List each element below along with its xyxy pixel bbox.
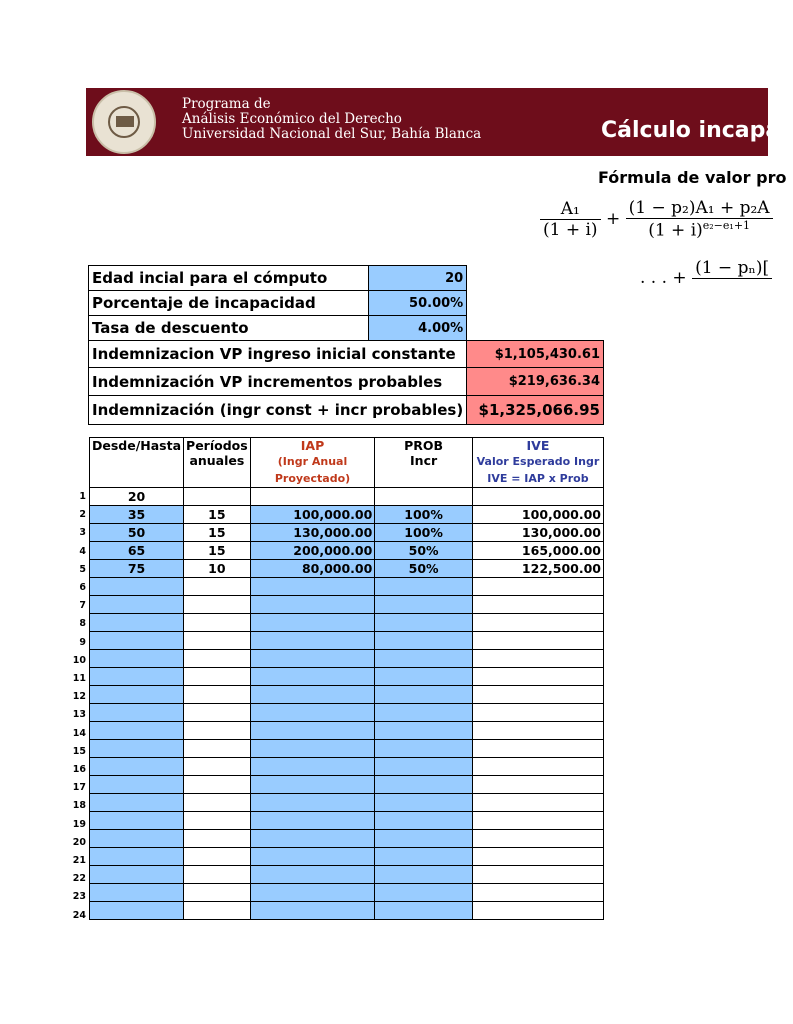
table-row [90, 812, 604, 830]
table-row [90, 884, 604, 902]
param-value[interactable]: 50.00% [369, 291, 467, 316]
formula-fraction-2 [626, 198, 773, 241]
cell-periodos[interactable] [184, 830, 251, 848]
result-row [89, 341, 604, 368]
formula-num-3: (1 − pₙ)[ [692, 258, 772, 279]
cell-desde[interactable] [90, 866, 184, 884]
cell-desde[interactable] [90, 740, 184, 758]
row-number: 16 [72, 764, 86, 775]
cell-periodos[interactable] [184, 668, 251, 686]
org-line-2: Análisis Económico del Derecho [182, 111, 402, 127]
table-row [90, 596, 604, 614]
cell-iap[interactable] [250, 776, 375, 794]
header-banner [86, 88, 793, 156]
cell-prob[interactable] [375, 614, 473, 632]
cell-ive[interactable] [472, 578, 603, 596]
cell-prob[interactable] [375, 650, 473, 668]
cell-periodos[interactable]: 15 [184, 506, 251, 524]
result-value: $219,636.34 [467, 368, 604, 396]
cell-desde[interactable] [90, 704, 184, 722]
row-number: 21 [72, 855, 86, 866]
cell-ive[interactable] [472, 794, 603, 812]
cell-prob[interactable] [375, 740, 473, 758]
cell-desde[interactable] [90, 848, 184, 866]
cell-prob[interactable] [375, 902, 473, 920]
table-row [90, 740, 604, 758]
cell-periodos[interactable] [184, 866, 251, 884]
formula-den-1: (1 + i) [543, 219, 598, 240]
cell-prob[interactable] [375, 794, 473, 812]
cell-periodos[interactable] [184, 632, 251, 650]
row-number: 20 [72, 836, 86, 848]
param-row [89, 316, 604, 341]
cell-prob[interactable] [375, 830, 473, 848]
cell-periodos[interactable]: 15 [184, 542, 251, 560]
cell-prob[interactable] [375, 686, 473, 704]
formula-den-3 [692, 279, 772, 299]
cell-desde[interactable] [90, 614, 184, 632]
row-number: 8 [79, 618, 86, 630]
cell-ive[interactable] [472, 488, 603, 506]
result-label: Indemnización VP incrementos probables [89, 368, 467, 396]
header-ive [472, 438, 603, 488]
cell-desde[interactable]: 35 [90, 506, 184, 524]
table-row [90, 686, 604, 704]
cell-iap[interactable] [250, 902, 375, 920]
cell-prob[interactable] [375, 722, 473, 740]
cell-prob[interactable] [375, 596, 473, 614]
cell-periodos[interactable] [184, 704, 251, 722]
cell-periodos[interactable] [184, 578, 251, 596]
row-number: 2 [79, 509, 86, 521]
empty-cell [467, 266, 604, 291]
cell-ive[interactable] [472, 686, 603, 704]
page-title: Cálculo incapac [601, 118, 793, 143]
cell-desde[interactable] [90, 686, 184, 704]
cell-ive[interactable] [472, 902, 603, 920]
formula-num-1: A₁ [540, 199, 601, 220]
cell-desde[interactable] [90, 884, 184, 902]
cell-ive[interactable]: 130,000.00 [472, 524, 603, 542]
cell-ive[interactable] [472, 668, 603, 686]
cell-iap[interactable] [250, 812, 375, 830]
param-row [89, 266, 604, 291]
cell-prob[interactable] [375, 632, 473, 650]
row-number: 1 [79, 491, 86, 502]
cell-ive[interactable] [472, 632, 603, 650]
cell-ive[interactable] [472, 866, 603, 884]
cell-desde[interactable] [90, 758, 184, 776]
table-row [90, 866, 604, 884]
cell-periodos[interactable] [184, 794, 251, 812]
cell-iap[interactable] [250, 758, 375, 776]
row-number: 14 [72, 727, 86, 739]
cell-desde[interactable] [90, 812, 184, 830]
cell-periodos[interactable] [184, 758, 251, 776]
header-prob-2: Incr [410, 453, 438, 468]
row-number: 19 [72, 818, 86, 830]
row-number: 9 [79, 636, 86, 648]
formula-dots: . . . + [640, 268, 687, 288]
formula-num-2: (1 − p₂)A₁ + p₂A [626, 198, 773, 219]
param-label: Tasa de descuento [89, 316, 369, 341]
cell-ive[interactable] [472, 812, 603, 830]
header-prob [375, 438, 473, 488]
header-periodos [184, 438, 251, 488]
cell-desde[interactable] [90, 596, 184, 614]
seal-book-icon [116, 116, 134, 127]
header-iap-sub-1: (Ingr Anual [277, 455, 348, 468]
cell-iap[interactable]: 100,000.00 [250, 506, 375, 524]
table-row [90, 632, 604, 650]
cell-iap[interactable] [250, 632, 375, 650]
cell-periodos[interactable] [184, 902, 251, 920]
cell-ive[interactable] [472, 758, 603, 776]
table-row [90, 650, 604, 668]
table-row [90, 578, 604, 596]
cell-iap[interactable] [250, 884, 375, 902]
formula-line-1 [540, 198, 773, 241]
result-value: $1,105,430.61 [467, 341, 604, 368]
param-label: Porcentaje de incapacidad [89, 291, 369, 316]
row-number: 17 [72, 782, 86, 794]
result-row [89, 396, 604, 425]
cell-desde[interactable] [90, 632, 184, 650]
formula-plus: + [605, 208, 621, 229]
header-ive-sub-1: Valor Esperado Ingr [476, 455, 600, 468]
formula-den-2 [626, 219, 773, 241]
cell-iap[interactable] [250, 668, 375, 686]
table-row [90, 776, 604, 794]
cell-desde[interactable] [90, 650, 184, 668]
cell-ive[interactable]: 100,000.00 [472, 506, 603, 524]
cell-periodos[interactable]: 15 [184, 524, 251, 542]
cell-periodos[interactable] [184, 884, 251, 902]
header-iap [250, 438, 375, 488]
header-ive-title: IVE [526, 438, 550, 453]
table-row [90, 794, 604, 812]
cell-iap[interactable] [250, 488, 375, 506]
table-row [90, 722, 604, 740]
cell-desde[interactable]: 20 [90, 488, 184, 506]
cell-desde[interactable] [90, 776, 184, 794]
cell-iap[interactable] [250, 794, 375, 812]
cell-prob[interactable] [375, 866, 473, 884]
row-number: 12 [72, 691, 86, 703]
param-row [89, 291, 604, 316]
row-number: 10 [72, 654, 86, 666]
cell-ive[interactable] [472, 740, 603, 758]
row-number: 7 [79, 600, 86, 612]
cell-periodos[interactable] [184, 776, 251, 794]
cell-prob[interactable] [375, 848, 473, 866]
cell-periodos[interactable]: 10 [184, 560, 251, 578]
org-line-1: Programa de [182, 96, 271, 112]
cell-prob[interactable] [375, 812, 473, 830]
cell-periodos[interactable] [184, 488, 251, 506]
cell-periodos[interactable] [184, 614, 251, 632]
cell-ive[interactable] [472, 776, 603, 794]
cell-iap[interactable] [250, 614, 375, 632]
cell-prob[interactable]: 50% [375, 560, 473, 578]
table-row [90, 560, 604, 578]
formula-fraction-1 [540, 199, 601, 240]
cell-desde[interactable] [90, 722, 184, 740]
cell-desde[interactable] [90, 902, 184, 920]
cell-desde[interactable] [90, 668, 184, 686]
result-label: Indemnización (ingr const + incr probables) [89, 396, 467, 425]
formula-den-2-exp: e₂−e₁+1 [702, 219, 751, 232]
cell-periodos[interactable] [184, 848, 251, 866]
cell-ive[interactable]: 122,500.00 [472, 560, 603, 578]
organization-name [182, 97, 481, 142]
university-seal-icon [92, 90, 156, 154]
cell-periodos[interactable] [184, 650, 251, 668]
formula-fraction-3 [692, 258, 772, 299]
empty-cell [467, 291, 604, 316]
org-line-3: Universidad Nacional del Sur, Bahía Blanca [182, 126, 482, 142]
result-total-value: $1,325,066.95 [467, 396, 604, 425]
table-row [90, 488, 604, 506]
header-iap-title: IAP [300, 438, 325, 453]
cell-iap[interactable] [250, 866, 375, 884]
cell-desde[interactable]: 65 [90, 542, 184, 560]
cell-prob[interactable] [375, 668, 473, 686]
header-iap-sub-2: Proyectado) [274, 472, 351, 485]
cell-ive[interactable] [472, 596, 603, 614]
cell-ive[interactable] [472, 830, 603, 848]
row-number: 6 [79, 582, 86, 593]
cell-prob[interactable]: 100% [375, 506, 473, 524]
table-row [90, 542, 604, 560]
formula-den-2-base: (1 + i) [648, 220, 703, 241]
header-periodos-2: anuales [189, 453, 245, 468]
table-row [90, 506, 604, 524]
cell-iap[interactable] [250, 722, 375, 740]
cell-iap[interactable] [250, 686, 375, 704]
cell-prob[interactable] [375, 488, 473, 506]
result-label: Indemnizacion VP ingreso inicial constante [89, 341, 467, 368]
row-number: 18 [72, 800, 86, 812]
cell-desde[interactable]: 75 [90, 560, 184, 578]
table-row [90, 758, 604, 776]
table-row [90, 668, 604, 686]
param-label: Edad incial para el cómputo [89, 266, 369, 291]
cell-periodos[interactable] [184, 596, 251, 614]
cell-iap[interactable] [250, 830, 375, 848]
header-periodos-1: Períodos [186, 438, 248, 453]
result-row [89, 368, 604, 396]
row-number: 22 [72, 873, 86, 885]
cell-iap[interactable] [250, 704, 375, 722]
cell-iap[interactable]: 130,000.00 [250, 524, 375, 542]
cell-prob[interactable] [375, 884, 473, 902]
cell-prob[interactable] [375, 578, 473, 596]
income-table [89, 437, 604, 920]
cell-desde[interactable]: 50 [90, 524, 184, 542]
cell-desde[interactable] [90, 794, 184, 812]
cell-desde[interactable] [90, 830, 184, 848]
row-number: 5 [79, 563, 86, 575]
cell-periodos[interactable] [184, 686, 251, 704]
table-row [90, 614, 604, 632]
cell-iap[interactable] [250, 578, 375, 596]
row-number: 23 [72, 891, 86, 903]
cell-iap[interactable] [250, 650, 375, 668]
cell-prob[interactable] [375, 704, 473, 722]
cell-prob[interactable] [375, 758, 473, 776]
table-row [90, 902, 604, 920]
cell-iap[interactable] [250, 848, 375, 866]
cell-prob[interactable] [375, 776, 473, 794]
cell-periodos[interactable] [184, 740, 251, 758]
cell-prob[interactable]: 100% [375, 524, 473, 542]
row-number: 13 [72, 709, 86, 721]
table-header [90, 438, 604, 488]
cell-ive[interactable] [472, 650, 603, 668]
row-number: 15 [72, 745, 86, 757]
formula-title: Fórmula de valor pro [598, 168, 787, 187]
row-number: 4 [79, 545, 86, 557]
cell-ive[interactable] [472, 722, 603, 740]
cell-ive[interactable] [472, 884, 603, 902]
param-value[interactable]: 20 [369, 266, 467, 291]
table-row [90, 704, 604, 722]
cell-iap[interactable] [250, 596, 375, 614]
param-value[interactable]: 4.00% [369, 316, 467, 341]
header-ive-sub-2: IVE = IAP x Prob [487, 472, 589, 485]
cell-ive[interactable] [472, 848, 603, 866]
cell-iap[interactable] [250, 740, 375, 758]
cell-ive[interactable] [472, 704, 603, 722]
empty-cell [467, 316, 604, 341]
row-number: 3 [79, 527, 86, 539]
cell-periodos[interactable] [184, 722, 251, 740]
table-row [90, 524, 604, 542]
cell-iap[interactable]: 200,000.00 [250, 542, 375, 560]
header-prob-1: PROB [404, 438, 444, 453]
row-number: 11 [72, 673, 86, 684]
row-number: 24 [72, 909, 86, 921]
formula-line-2 [640, 258, 772, 299]
cell-ive[interactable] [472, 614, 603, 632]
table-row [90, 830, 604, 848]
table-row [90, 848, 604, 866]
header-desde-hasta: Desde/Hasta [90, 438, 184, 488]
parameters-table [88, 265, 604, 425]
cell-desde[interactable] [90, 578, 184, 596]
cell-periodos[interactable] [184, 812, 251, 830]
cell-prob[interactable]: 50% [375, 542, 473, 560]
cell-iap[interactable]: 80,000.00 [250, 560, 375, 578]
cell-ive[interactable]: 165,000.00 [472, 542, 603, 560]
